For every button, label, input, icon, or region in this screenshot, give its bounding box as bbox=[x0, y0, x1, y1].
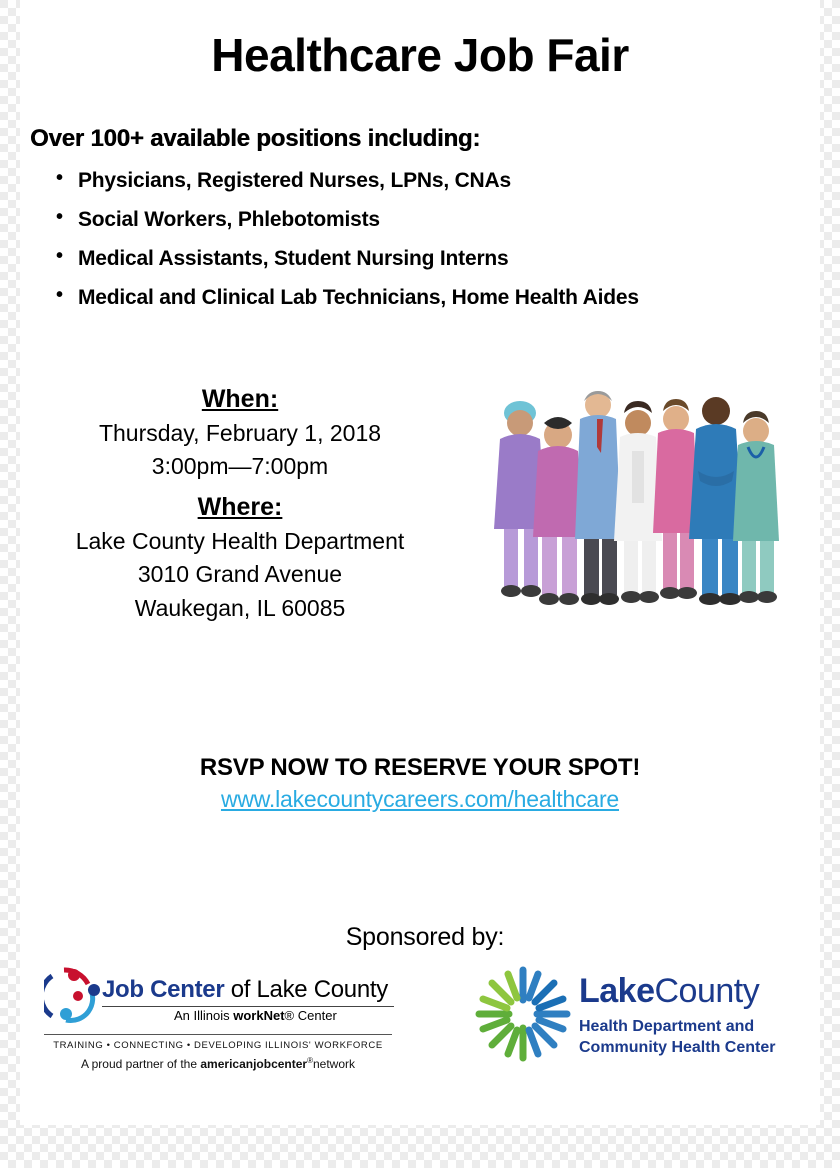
when-time: 3:00pm—7:00pm bbox=[151, 453, 329, 480]
job-center-name-bold: Job Center bbox=[102, 975, 225, 1003]
partner-reg: ® bbox=[307, 1055, 313, 1065]
job-center-name bbox=[102, 976, 388, 1004]
worknet-bold: workNet bbox=[233, 1007, 285, 1023]
lake-county-name-rest: County bbox=[654, 971, 760, 1010]
worknet-suffix: Center bbox=[294, 1007, 337, 1023]
job-center-rule bbox=[102, 1006, 394, 1007]
where-line-3: Waukegan, IL 60085 bbox=[134, 594, 346, 621]
job-center-partner-line bbox=[44, 1056, 392, 1071]
list-item: • Social Workers, Phlebotomists bbox=[20, 208, 820, 232]
flyer-sheet bbox=[20, 0, 820, 1125]
job-center-name-rest: of Lake County bbox=[224, 975, 388, 1003]
rsvp-block bbox=[20, 754, 820, 813]
when-date: Thursday, February 1, 2018 bbox=[98, 419, 382, 446]
positions-list bbox=[20, 169, 820, 310]
subtitle: Over 100+ available positions including: bbox=[30, 124, 481, 152]
lake-county-sub-line-2: Community Health Center bbox=[579, 1039, 776, 1057]
lake-county-subtitle bbox=[579, 1016, 775, 1059]
list-item: • Medical Assistants, Student Nursing Interns bbox=[20, 247, 820, 271]
lake-county-starburst-icon bbox=[475, 966, 571, 1062]
lake-county-name-bold: Lake bbox=[579, 971, 655, 1010]
job-center-subtitle bbox=[174, 1008, 337, 1023]
job-center-mark-icon bbox=[44, 966, 108, 1026]
rsvp-headline: RSVP NOW TO RESERVE YOUR SPOT! bbox=[199, 753, 641, 781]
sponsored-by-heading: Sponsored by: bbox=[345, 922, 505, 951]
list-item: • Medical and Clinical Lab Technicians, Home Health Aides bbox=[20, 286, 820, 310]
rsvp-url-link[interactable]: www.lakecountycareers.com/healthcare bbox=[220, 785, 620, 812]
logos-row bbox=[20, 966, 820, 1106]
lake-county-sub-line-1: Health Department and bbox=[579, 1017, 755, 1035]
where-heading: Where: bbox=[197, 492, 283, 521]
job-center-tagline: TRAINING • CONNECTING • DEVELOPING ILLINOIS' WORKFORCE bbox=[44, 1034, 392, 1051]
when-heading: When: bbox=[201, 384, 279, 413]
when-where-block bbox=[20, 384, 460, 623]
job-center-logo bbox=[44, 966, 394, 1071]
event-details-section bbox=[20, 384, 820, 654]
partner-prefix: A proud partner of the bbox=[80, 1056, 201, 1071]
where-line-2: 3010 Grand Avenue bbox=[137, 561, 343, 588]
page-title: Healthcare Job Fair bbox=[211, 29, 629, 81]
list-item: • Physicians, Registered Nurses, LPNs, CNAs bbox=[20, 169, 820, 193]
healthcare-workers-photo bbox=[480, 379, 790, 629]
worknet-prefix: An Illinois bbox=[174, 1007, 234, 1023]
partner-suffix: network bbox=[313, 1056, 356, 1071]
lake-county-name bbox=[579, 972, 759, 1011]
partner-bold: americanjobcenter bbox=[200, 1056, 308, 1071]
where-line-1: Lake County Health Department bbox=[75, 527, 405, 554]
worknet-reg: ® bbox=[284, 1007, 295, 1023]
